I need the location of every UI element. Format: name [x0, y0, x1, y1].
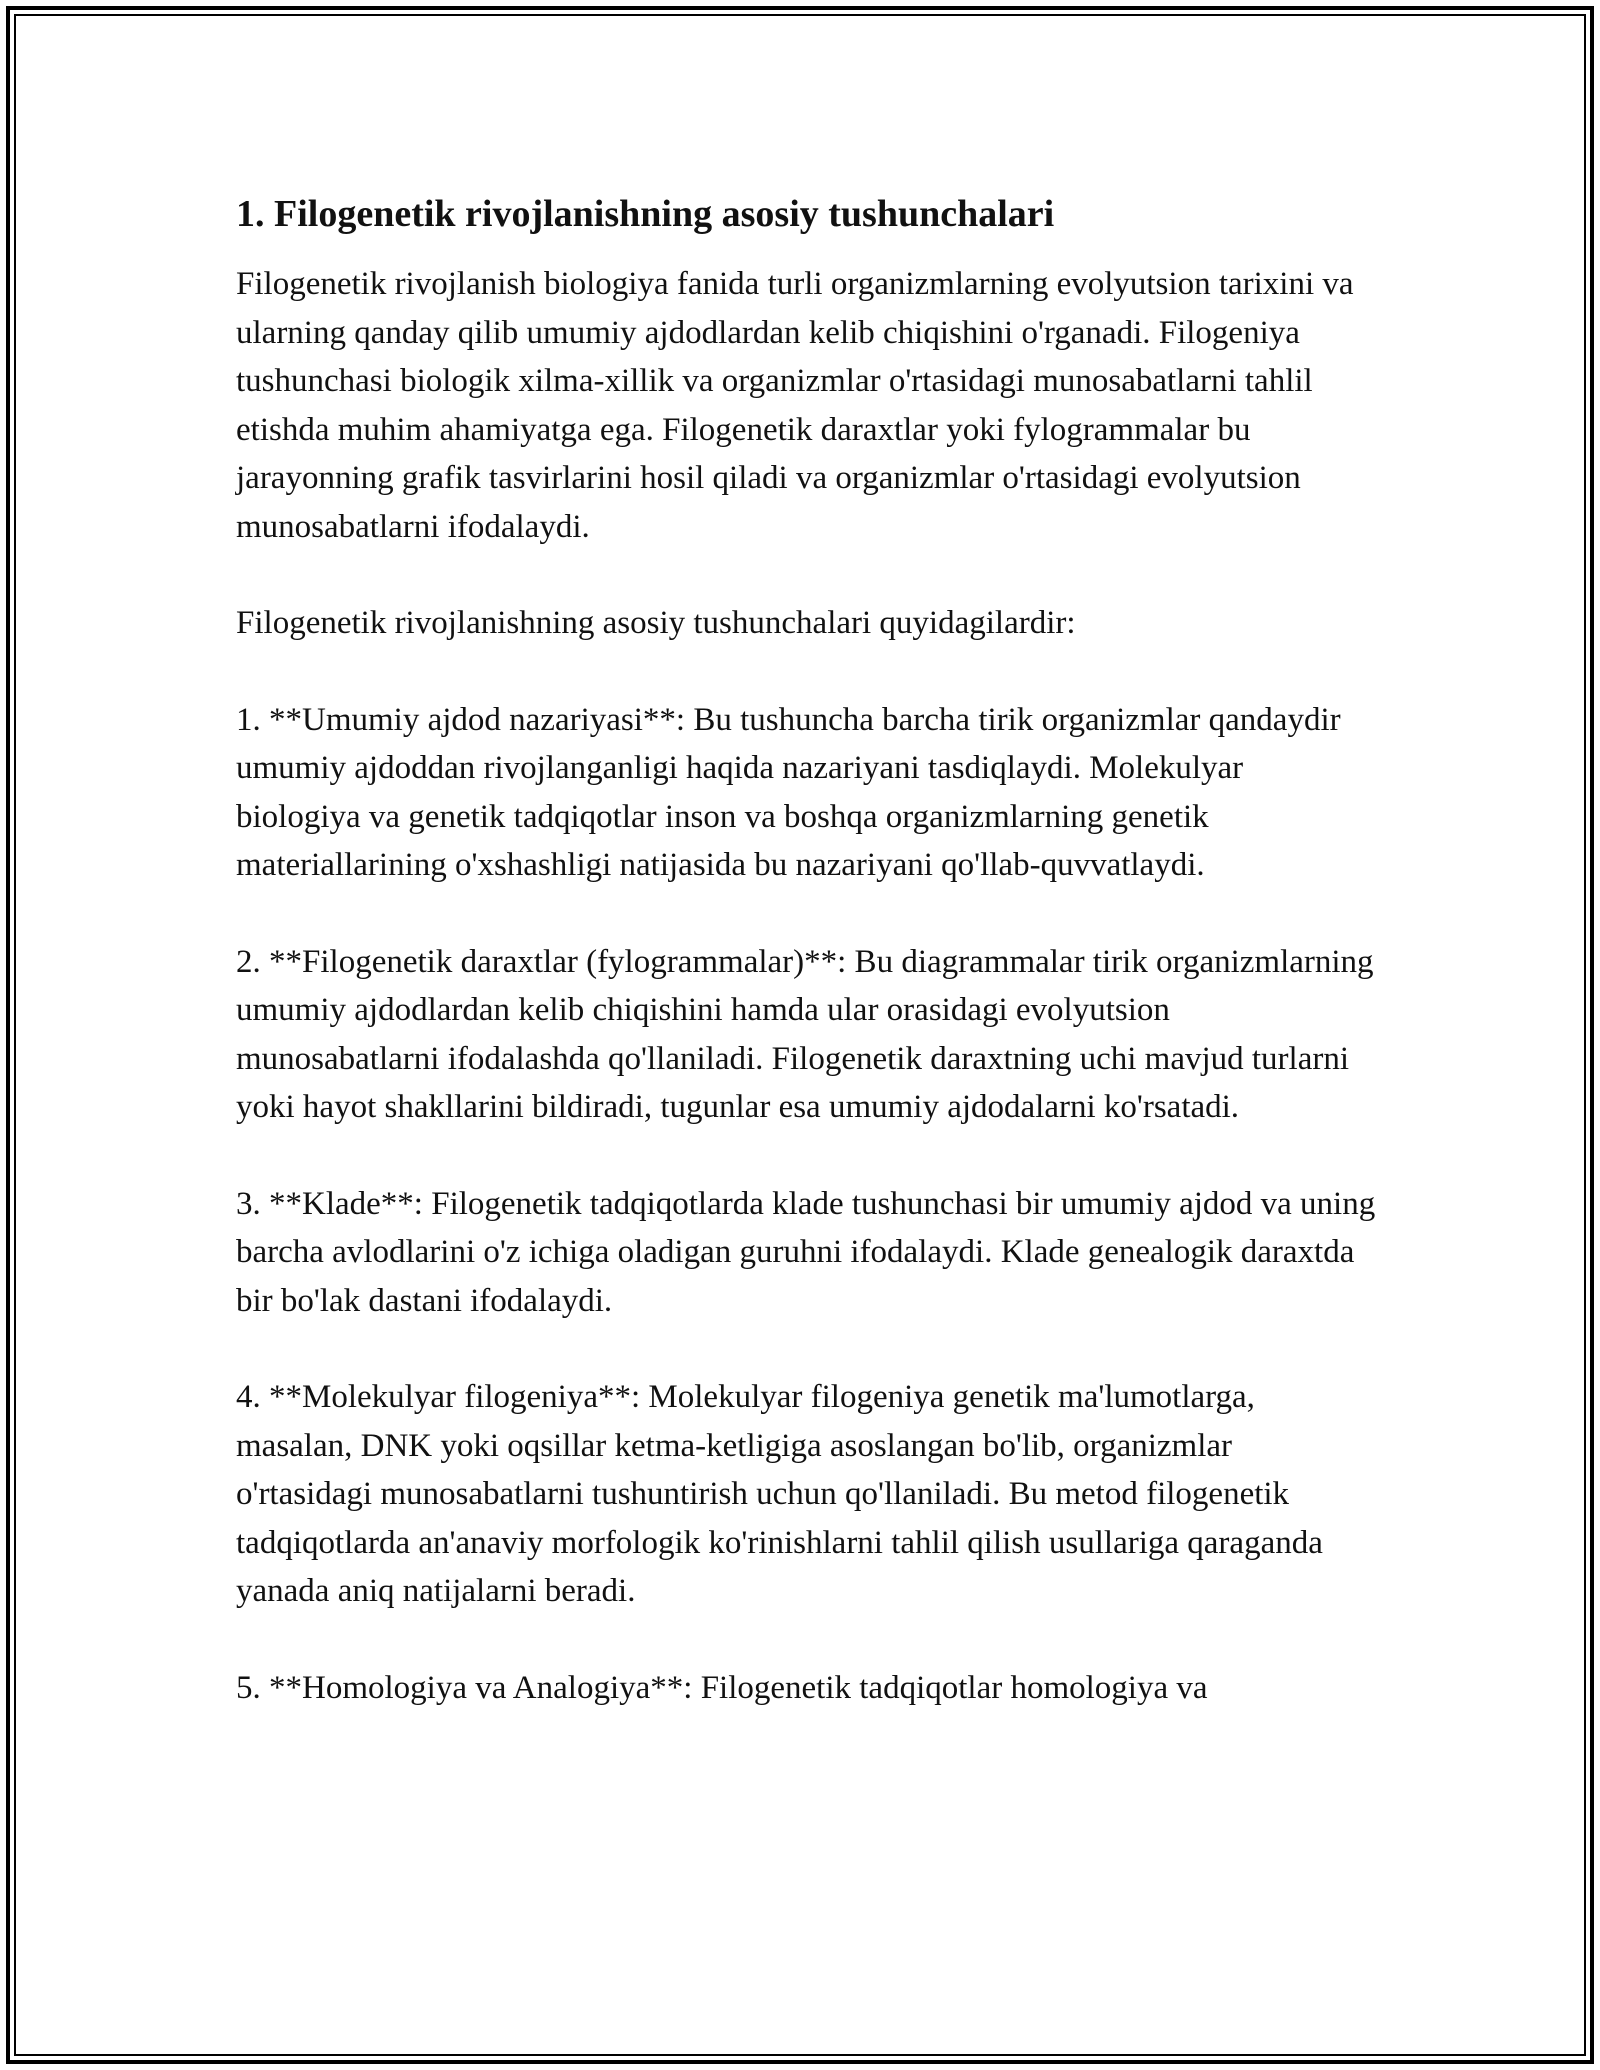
section-heading: 1. Filogenetik rivojlanishning asosiy tushunchalari: [236, 193, 1055, 235]
paragraph-item-1: 1. **Umumiy ajdod nazariyasi**: Bu tushuncha barcha tirik organizmlar qandaydir umumiy ajdoddan rivojlanganligi haqida nazariyani tasdiqlaydi. Molekulyar biologiya va genetik tadqiqotlar inson va boshqa organizmlarning genetik materiallarining o'xshashligi natijasida bu nazariyani qo'llab-quvvatlaydi.: [236, 701, 1341, 883]
paragraph-item-3: 3. **Klade**: Filogenetik tadqiqotlarda klade tushunchasi bir umumiy ajdod va uning barcha avlodlarini o'z ichiga oladigan guruhni ifodalaydi. Klade genealogik daraxtda bir bo'lak dastani ifodalaydi.: [236, 1185, 1376, 1319]
document-body: [236, 188, 1376, 1712]
paragraph-item-5: 5. **Homologiya va Analogiya**: Filogenetik tadqiqotlar homologiya va: [236, 1669, 1208, 1706]
paragraph-item-4: 4. **Molekulyar filogeniya**: Molekulyar filogeniya genetik ma'lumotlarga, masalan, DNK yoki oqsillar ketma-ketligiga asoslangan bo'lib, organizmlar o'rtasidagi munosabatlarni tushuntirish uchun qo'llaniladi. Bu metod filogenetik tadqiqotlarda an'anaviy morfologik ko'rinishlarni tahlil qilish usullariga qaraganda yanada aniq natijalarni beradi.: [236, 1379, 1323, 1609]
paragraph-intro: Filogenetik rivojlanish biologiya fanida turli organizmlarning evolyutsion tarixini va ularning qanday qilib umumiy ajdodlardan kelib chiqishini o'rganadi. Filogeniya tushunchasi biologik xilma-xillik va organizmlar o'rtasidagi munosabatlarni tahlil etishda muhim ahamiyatga ega. Filogenetik daraxtlar yoki fylogrammalar bu jarayonning grafik tasvirlarini hosil qiladi va organizmlar o'rtasidagi evolyutsion munosabatlarni ifodalaydi.: [236, 266, 1354, 545]
paragraph-item-2: 2. **Filogenetik daraxtlar (fylogrammalar)**: Bu diagrammalar tirik organizmlarning umumiy ajdodlardan kelib chiqishini hamda ular orasidagi evolyutsion munosabatlarni ifodalashda qo'llaniladi. Filogenetik daraxtning uchi mavjud turlarni yoki hayot shakllarini bildiradi, tugunlar esa umumiy ajdodalarni ko'rsatadi.: [236, 943, 1374, 1125]
paragraph-list-intro: Filogenetik rivojlanishning asosiy tushunchalari quyidagilardir:: [236, 605, 1076, 641]
